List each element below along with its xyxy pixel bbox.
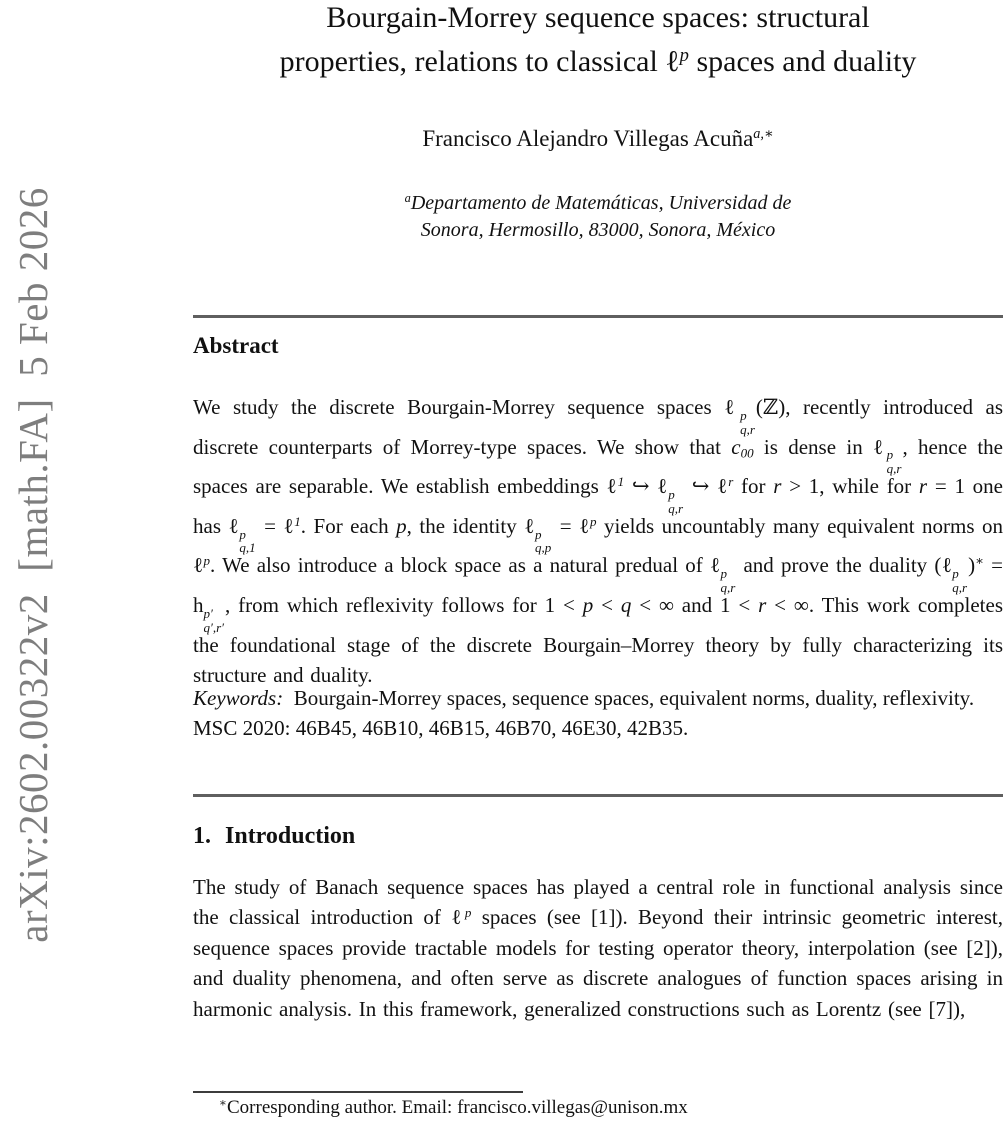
abstract-bottom-rule <box>193 794 1003 797</box>
abstract-text: We study the discrete Bourgain-Morrey sequence spaces ℓ p q,r (ℤ), recently introduced as discrete counterparts of Morrey-type spaces. We show that $c_{00}$ is dense in ℓ p q,r , hence the spaces are separable. We establish embeddings ℓ$^1$ ↪ ℓ p q,r ↪ ℓ$^r$ for r > 1, while for r = 1 one has ℓ p q,1 = ℓ$^1$. For each p, the identity ℓ p q,p = ℓ$^p$ yields uncountably many equivalent norms on ℓ$^p$. We also introduce a block space as a natural predual of ℓ p q,r and prove the duality (ℓ p q,r )∗ = h p′ q′,r′ , from which reflexivity follows for 1 < p < q < ∞ and 1 < r < ∞. This work completes the foundational stage of the discrete Bourgain–Morrey theory by fully characterizing its structure and duality. <box>193 395 1003 688</box>
section-heading-introduction <box>193 823 1003 850</box>
section-number: 1. <box>193 823 211 849</box>
abstract-heading: Abstract <box>193 333 279 358</box>
paper-title: Bourgain-Morrey sequence spaces: structural properties, relations to classical ℓ$^p$ spaces and duality <box>279 1 917 78</box>
section-title: Introduction <box>225 823 356 849</box>
corresponding-author-footnote: ∗Corresponding author. Email: francisco.villegas@unison.mx <box>219 1096 688 1118</box>
arxiv-watermark: arXiv:2602.00322v2 [math.FA] 5 Feb 2026 <box>10 187 56 943</box>
affiliation: $^a$Departamento de Matemáticas, Universidad de Sonora, Hermosillo, 83000, Sonora, México <box>404 191 792 241</box>
introduction-paragraph: The study of Banach sequence spaces has played a central role in functional analysis since the classical introduction of ℓ$^p$ spaces (see [1]). Beyond their intrinsic geometric interest, sequence spaces provide tractable models for testing operator theory, interpolation (see [2]), and duality phenomena, and often serve as discrete analogues of function spaces arising in harmonic analysis. In this framework, generalized constructions such as Lorentz (see [7]), <box>193 875 1003 1021</box>
footnote-rule <box>193 1091 523 1093</box>
author-line: Francisco Alejandro Villegas Acuña$^{a,∗}$ <box>422 126 774 151</box>
keywords-block: Keywords: Bourgain-Morrey spaces, sequence spaces, equivalent norms, duality, reflexivity. MSC 2020: 46B45, 46B10, 46B15, 46B70, 46E30, 42B35. <box>193 686 975 740</box>
abstract-top-rule <box>193 315 1003 318</box>
